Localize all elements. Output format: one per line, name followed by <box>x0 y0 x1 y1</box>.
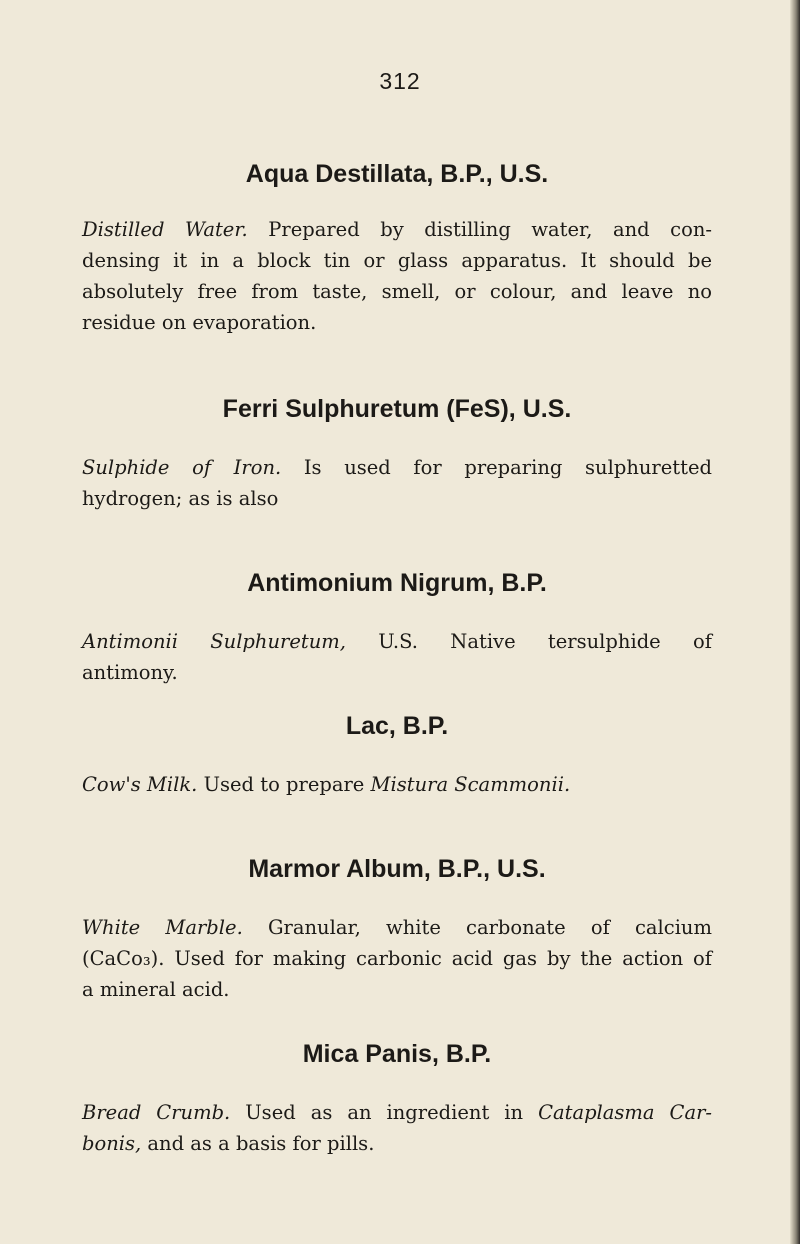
text-line <box>82 974 712 1005</box>
entry-heading: Antimonium Nigrum, B.P. <box>247 569 547 597</box>
entry-heading: Marmor Album, B.P., U.S. <box>248 855 546 883</box>
text-line <box>82 307 712 338</box>
text-line <box>82 1097 712 1128</box>
italic-text: bonis, <box>82 1132 142 1155</box>
italic-text: Cow's Milk. <box>82 773 198 796</box>
body-text: absolutely free from taste, smell, or colour, and leave no <box>82 280 712 303</box>
body-text: residue on evaporation. <box>82 311 317 334</box>
text-line <box>82 214 712 245</box>
entry-heading: Mica Panis, B.P. <box>302 1040 492 1068</box>
body-text: Prepared by distilling water, and con- <box>247 218 712 241</box>
body-text: Used as an ingredient in <box>230 1101 539 1124</box>
italic-text: Sulphide of Iron. <box>82 456 282 479</box>
entry-description <box>82 214 712 338</box>
entry-heading: Aqua Destillata, B.P., U.S. <box>245 160 549 188</box>
entry-description <box>82 452 712 514</box>
entry-heading: Lac, B.P. <box>345 712 449 740</box>
entry-description <box>82 626 712 688</box>
italic-text: Mistura Scammonii. <box>370 773 571 796</box>
text-line <box>82 943 712 974</box>
text-line <box>82 912 712 943</box>
entry-description <box>82 769 712 800</box>
body-text: hydrogen; as is also <box>82 487 279 510</box>
italic-text: Cataplasma Car- <box>538 1101 712 1124</box>
body-text: U.S. Native tersulphide of <box>345 630 712 653</box>
text-line <box>82 276 712 307</box>
italic-text: White Marble. <box>82 916 243 939</box>
body-text: antimony. <box>82 661 178 684</box>
italic-text: Distilled Water. <box>82 218 248 241</box>
body-text: a mineral acid. <box>82 978 230 1001</box>
italic-text: Antimonii Sulphuretum, <box>82 630 346 653</box>
entry-description <box>82 912 712 1005</box>
text-line <box>82 483 712 514</box>
text-line <box>82 769 712 800</box>
entry-description <box>82 1097 712 1159</box>
body-text: (CaCo₃). Used for making carbonic acid gas by the action of <box>82 947 712 970</box>
body-text: Is used for preparing sulphuretted <box>281 456 712 479</box>
page-edge <box>790 0 800 1244</box>
entry-heading: Ferri Sulphuretum (FeS), U.S. <box>222 395 572 423</box>
text-line <box>82 657 712 688</box>
text-line <box>82 452 712 483</box>
text-line <box>82 245 712 276</box>
text-line <box>82 1128 712 1159</box>
text-line <box>82 626 712 657</box>
body-text: Granular, white carbonate of calcium <box>242 916 712 939</box>
body-text: densing it in a block tin or glass apparatus. It should be <box>82 249 712 272</box>
page-number: 312 <box>379 68 421 94</box>
italic-text: Bread Crumb. <box>82 1101 231 1124</box>
body-text: and as a basis for pills. <box>141 1132 375 1155</box>
body-text: Used to prepare <box>197 773 371 796</box>
